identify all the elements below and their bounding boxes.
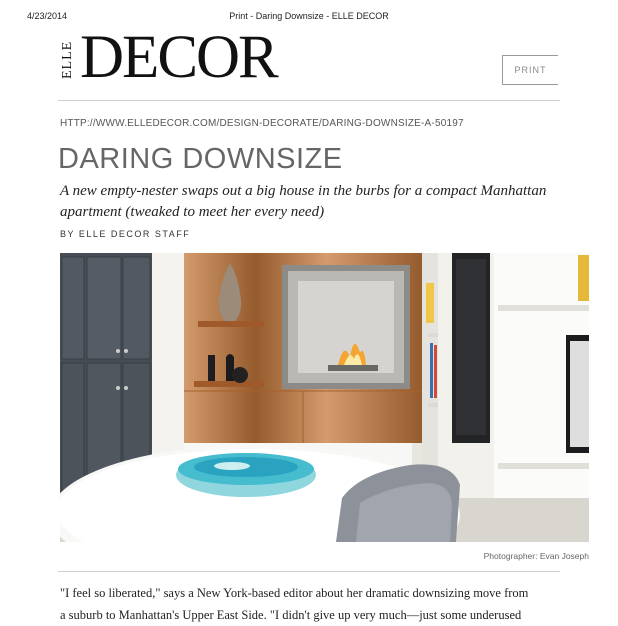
logo-elle-text: ELLE bbox=[60, 40, 75, 80]
logo-decor-text: DECOR bbox=[80, 24, 277, 91]
photo-credit: Photographer: Evan Joseph bbox=[483, 551, 589, 561]
article-dek: A new empty-nester swaps out a big house in the burbs for a compact Manhattan apartment (tweaked to meet her every need) bbox=[60, 183, 547, 220]
article-headline: DARING DOWNSIZE bbox=[58, 143, 343, 175]
print-header bbox=[0, 11, 618, 25]
article-url[interactable]: HTTP://WWW.ELLEDECOR.COM/DESIGN-DECORATE/DARING-DOWNSIZE-A-50197 bbox=[60, 118, 464, 129]
article-byline: BY ELLE DECOR STAFF bbox=[60, 229, 191, 239]
print-date: 4/23/2014 bbox=[27, 11, 68, 21]
print-button[interactable]: PRINT bbox=[502, 55, 558, 85]
print-page-title: Print - Daring Downsize - ELLE DECOR bbox=[229, 11, 389, 21]
living-room-illustration bbox=[60, 253, 589, 542]
body-line: a suburb to Manhattan's Upper East Side. "I didn't give up very much—just some underused bbox=[60, 608, 522, 622]
credit-divider bbox=[58, 571, 560, 572]
body-line: "I feel so liberated," says a New York-based editor about her dramatic downsizing move from bbox=[60, 586, 529, 600]
article-body bbox=[60, 582, 560, 626]
header-divider bbox=[58, 100, 560, 101]
article-photo bbox=[60, 253, 589, 542]
